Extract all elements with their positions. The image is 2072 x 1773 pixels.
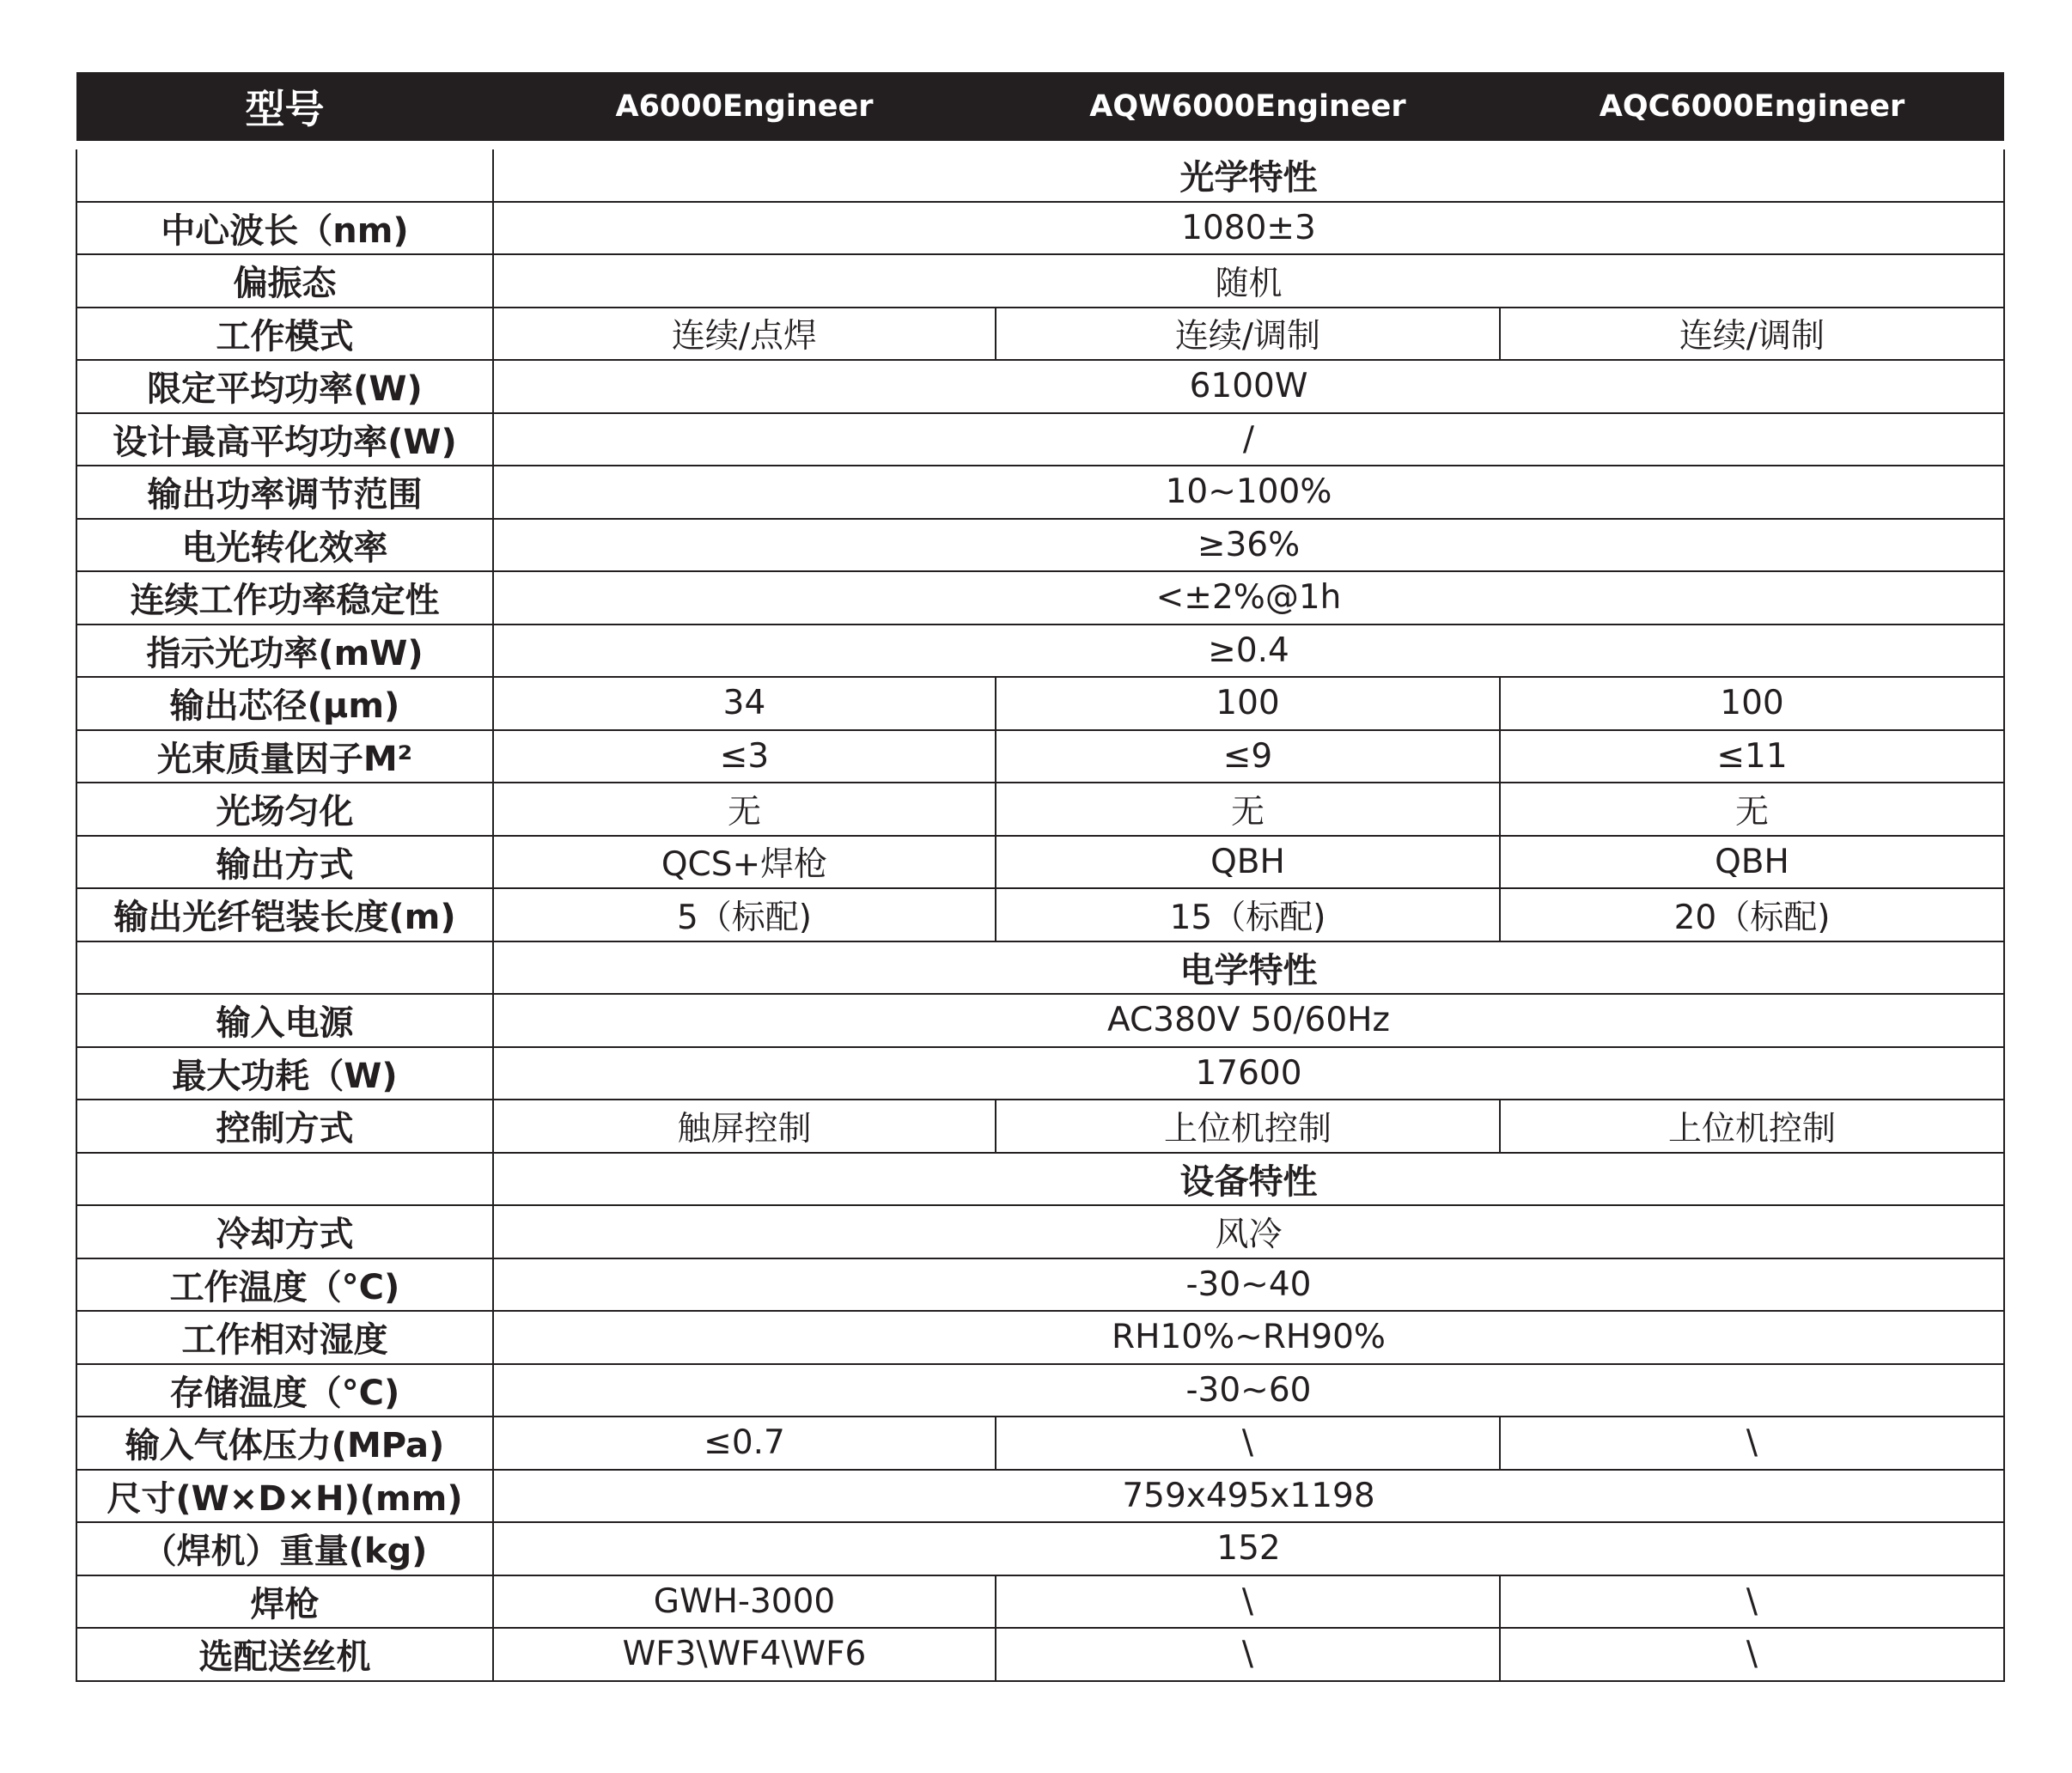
spec-row [76, 1311, 2004, 1364]
spec-value: 无 [1500, 783, 2004, 836]
spec-row [76, 466, 2004, 519]
spec-value: RH10%~RH90% [493, 1311, 2004, 1364]
spec-value: ≤3 [493, 730, 996, 783]
spec-label: 尺寸(W×D×H)(mm) [76, 1470, 493, 1523]
spec-row [76, 202, 2004, 255]
section-title: 电学特性 [493, 941, 2004, 995]
spec-value: 6100W [493, 360, 2004, 413]
spec-value: <±2%@1h [493, 571, 2004, 625]
spec-row [76, 1417, 2004, 1470]
spec-value: 1080±3 [493, 202, 2004, 255]
spec-row [76, 1100, 2004, 1153]
spec-row [76, 730, 2004, 783]
spec-value: 风冷 [493, 1205, 2004, 1258]
spec-label: 电光转化效率 [76, 519, 493, 572]
spec-value: 随机 [493, 254, 2004, 308]
spec-label: 连续工作功率稳定性 [76, 571, 493, 625]
spec-value: 20（标配) [1500, 888, 2004, 941]
spec-value: 无 [493, 783, 996, 836]
spec-label: 限定平均功率(W) [76, 360, 493, 413]
spec-row [76, 571, 2004, 625]
spec-row [76, 1258, 2004, 1312]
section-row [76, 1153, 2004, 1206]
spec-value: GWH-3000 [493, 1575, 996, 1629]
spec-row [76, 783, 2004, 836]
spec-row [76, 1522, 2004, 1575]
spec-label: 输出光纤铠装长度(m) [76, 888, 493, 941]
spec-label: 工作相对湿度 [76, 1311, 493, 1364]
spec-row [76, 1628, 2004, 1681]
spec-row [76, 1364, 2004, 1417]
spec-value: QBH [996, 836, 1500, 889]
spec-label: 设计最高平均功率(W) [76, 413, 493, 466]
spec-row [76, 1470, 2004, 1523]
spec-table [76, 72, 2005, 1682]
spec-value: 10~100% [493, 466, 2004, 519]
model-name: A6000Engineer [493, 72, 996, 145]
spec-value: 34 [493, 677, 996, 730]
spec-value: 上位机控制 [996, 1100, 1500, 1153]
spec-value: 无 [996, 783, 1500, 836]
section-title: 光学特性 [493, 145, 2004, 202]
spec-label: 控制方式 [76, 1100, 493, 1153]
spec-value: 759x495x1198 [493, 1470, 2004, 1523]
table-header [76, 72, 2004, 145]
spec-value: ≤0.7 [493, 1417, 996, 1470]
spec-label: 最大功耗（W) [76, 1047, 493, 1100]
section-spacer-cell [76, 145, 493, 202]
spec-label: 焊枪 [76, 1575, 493, 1629]
spec-value: ≤11 [1500, 730, 2004, 783]
spec-label: 偏振态 [76, 254, 493, 308]
spec-value: 17600 [493, 1047, 2004, 1100]
spec-value: -30~40 [493, 1258, 2004, 1312]
spec-label: 选配送丝机 [76, 1628, 493, 1681]
spec-row [76, 625, 2004, 678]
spec-value: 连续/调制 [1500, 308, 2004, 361]
spec-value: \ [1500, 1628, 2004, 1681]
spec-label: 输出芯径(μm) [76, 677, 493, 730]
header-row [76, 72, 2004, 145]
spec-value: 连续/调制 [996, 308, 1500, 361]
spec-row [76, 519, 2004, 572]
spec-label: 中心波长（nm) [76, 202, 493, 255]
spec-value: \ [996, 1417, 1500, 1470]
spec-value: ≥36% [493, 519, 2004, 572]
spec-value: \ [996, 1628, 1500, 1681]
spec-value: 5（标配) [493, 888, 996, 941]
spec-label: 输入气体压力(MPa) [76, 1417, 493, 1470]
spec-value: QBH [1500, 836, 2004, 889]
spec-row [76, 994, 2004, 1047]
spec-label: （焊机）重量(kg) [76, 1522, 493, 1575]
spec-row [76, 308, 2004, 361]
spec-label: 光束质量因子M² [76, 730, 493, 783]
spec-value: -30~60 [493, 1364, 2004, 1417]
spec-value: 触屏控制 [493, 1100, 996, 1153]
spec-row [76, 413, 2004, 466]
spec-row [76, 1047, 2004, 1100]
spec-value: \ [1500, 1417, 2004, 1470]
spec-value: 上位机控制 [1500, 1100, 2004, 1153]
spec-label: 工作模式 [76, 308, 493, 361]
spec-row [76, 1575, 2004, 1629]
spec-value: AC380V 50/60Hz [493, 994, 2004, 1047]
spec-label: 冷却方式 [76, 1205, 493, 1258]
spec-row [76, 360, 2004, 413]
spec-label: 输出功率调节范围 [76, 466, 493, 519]
model-label: 型号 [76, 72, 493, 145]
spec-label: 输出方式 [76, 836, 493, 889]
section-row [76, 145, 2004, 202]
spec-value: \ [1500, 1575, 2004, 1629]
section-title: 设备特性 [493, 1153, 2004, 1206]
spec-row [76, 888, 2004, 941]
spec-row [76, 1205, 2004, 1258]
spec-row [76, 836, 2004, 889]
spec-row [76, 677, 2004, 730]
model-name: AQW6000Engineer [996, 72, 1500, 145]
spec-value: 连续/点焊 [493, 308, 996, 361]
spec-value: ≥0.4 [493, 625, 2004, 678]
spec-value: ≤9 [996, 730, 1500, 783]
spec-label: 光场匀化 [76, 783, 493, 836]
spec-value: \ [996, 1575, 1500, 1629]
model-name: AQC6000Engineer [1500, 72, 2004, 145]
spec-value: WF3\WF4\WF6 [493, 1628, 996, 1681]
spec-label: 指示光功率(mW) [76, 625, 493, 678]
spec-row [76, 254, 2004, 308]
spec-label: 工作温度（°C) [76, 1258, 493, 1312]
spec-value: 15（标配) [996, 888, 1500, 941]
table-body [76, 145, 2004, 1681]
spec-value: 152 [493, 1522, 2004, 1575]
spec-value: 100 [996, 677, 1500, 730]
spec-value: 100 [1500, 677, 2004, 730]
spec-value: / [493, 413, 2004, 466]
section-row [76, 941, 2004, 995]
spec-label: 输入电源 [76, 994, 493, 1047]
spec-value: QCS+焊枪 [493, 836, 996, 889]
section-spacer-cell [76, 1153, 493, 1206]
spec-label: 存储温度（°C) [76, 1364, 493, 1417]
section-spacer-cell [76, 941, 493, 995]
